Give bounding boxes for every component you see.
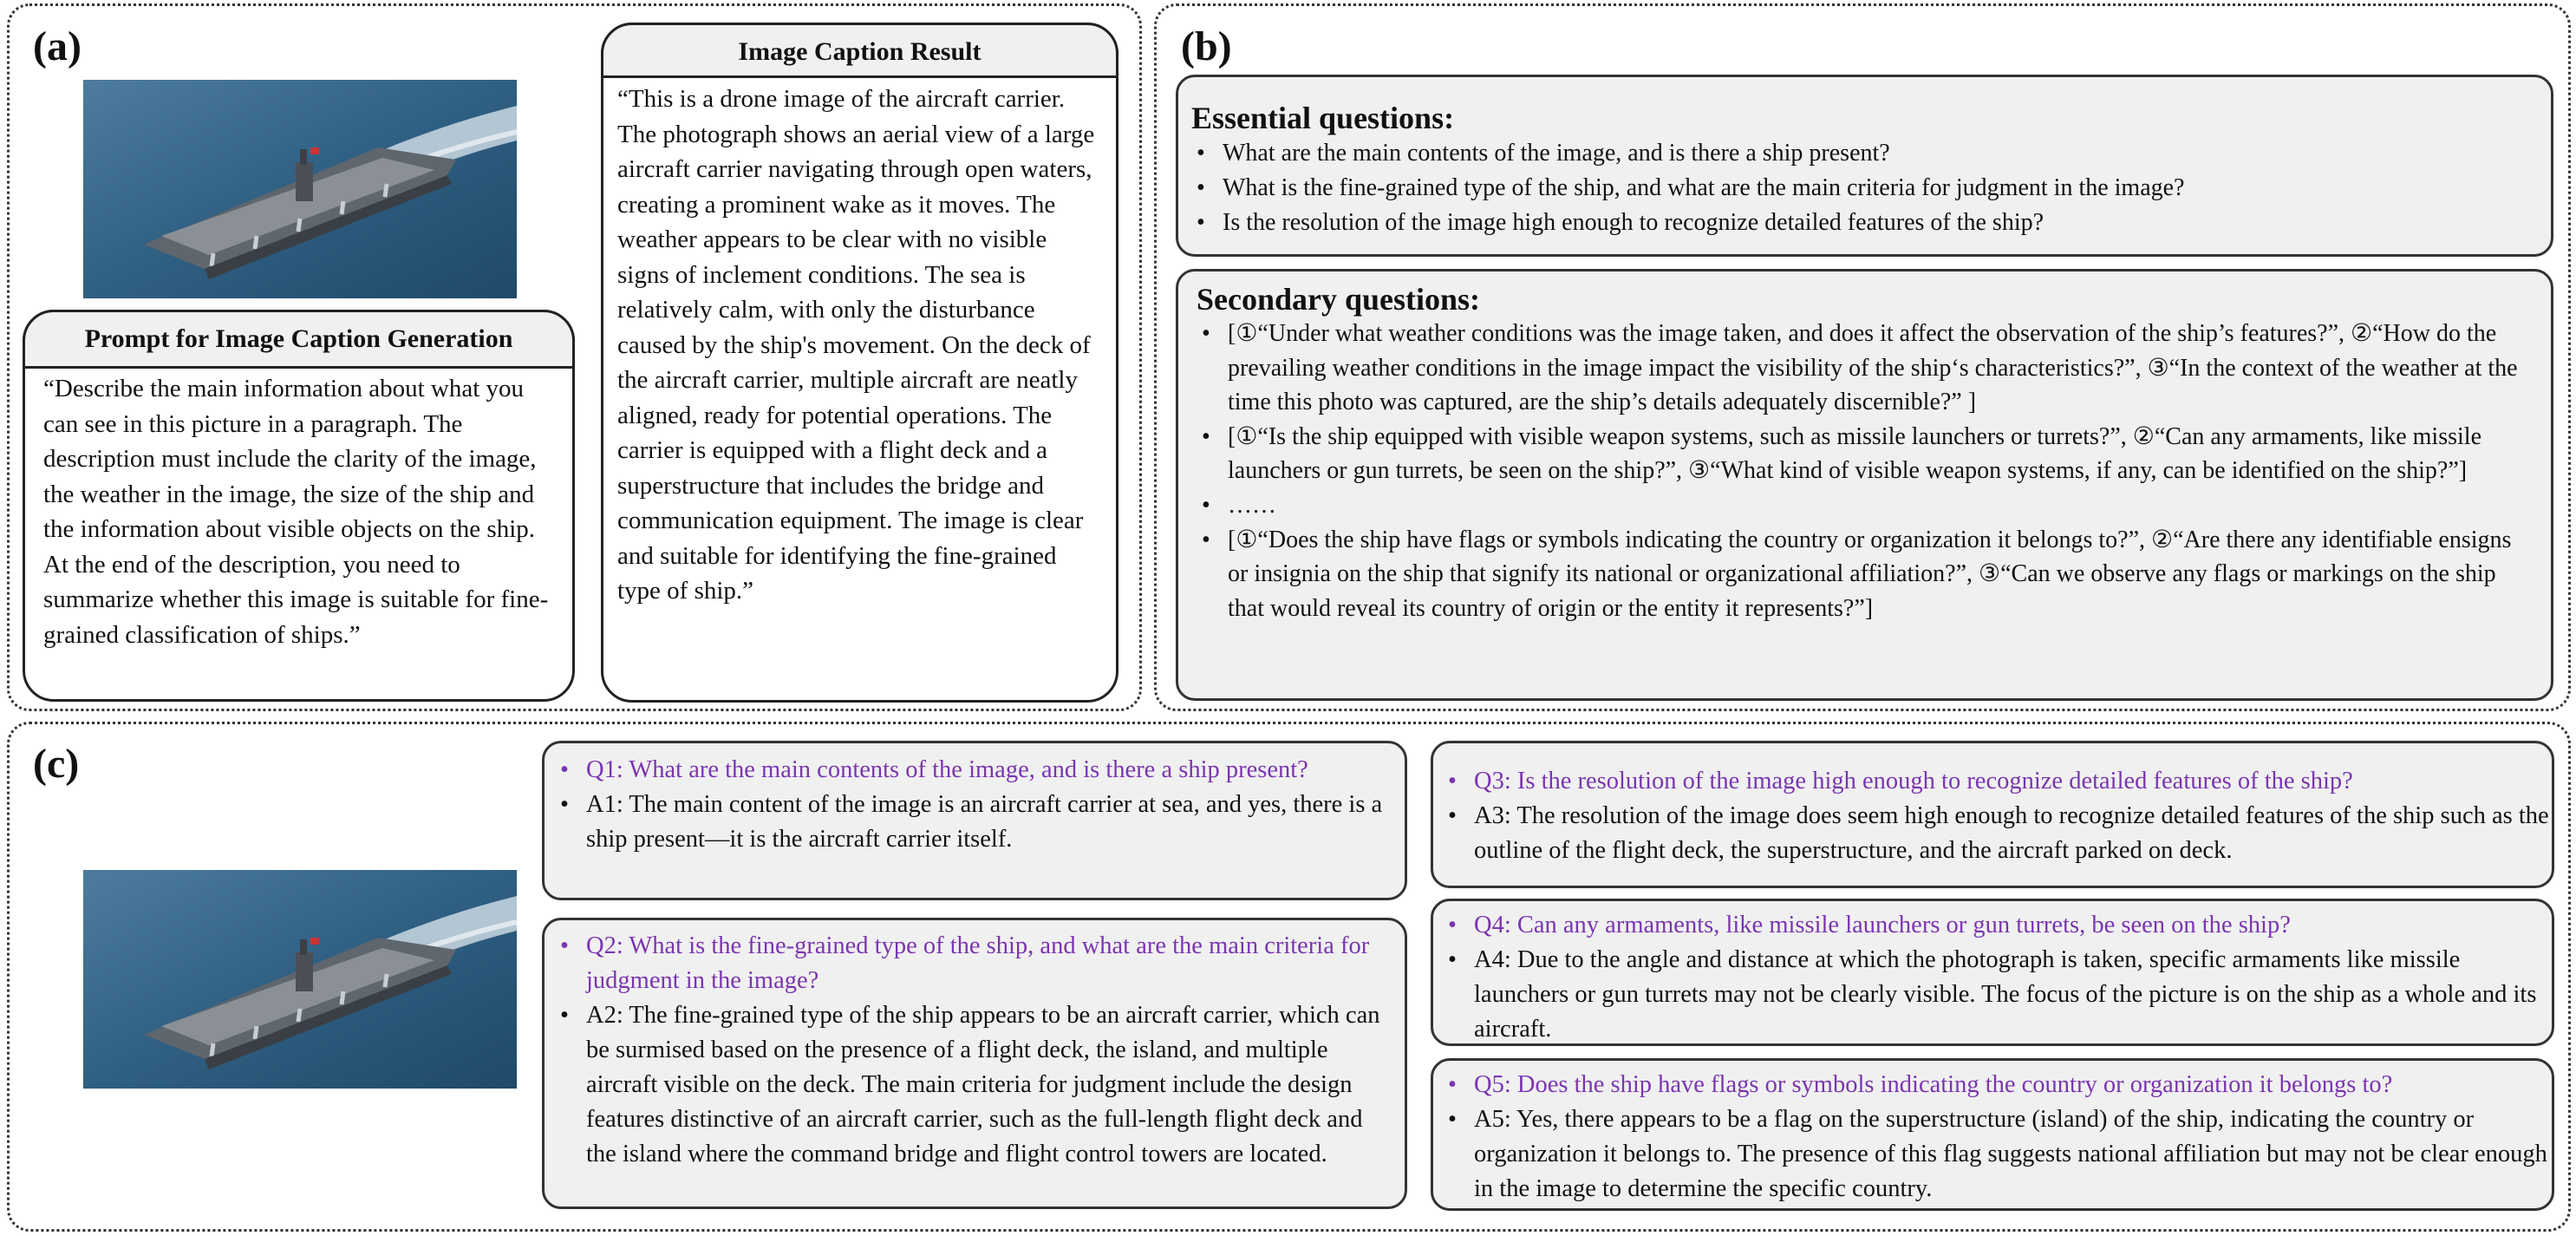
secondary-question-ellipsis: • …… — [1197, 488, 2532, 523]
essential-questions-title: Essential questions: — [1191, 101, 1455, 135]
secondary-questions-list — [1197, 317, 2532, 625]
panel-c-label: (c) — [33, 741, 80, 787]
question-2: • Q2: What is the fine-grained type of the ship, and what are the main criteria for judgment in the image? — [555, 929, 1396, 998]
prompt-text: “Describe the main information about what you can see in this picture in a paragraph. The description must include the clarity of the image, the weather in the image, the size of the ship and the information about visible objects on the ship. At the end of the description, you need to summarize whether this image is suitable for fine-grained classification of ships.” — [43, 375, 549, 649]
qa-list-1 — [555, 753, 1396, 857]
essential-question: • Is the resolution of the image high enough to recognize detailed features of the ship? — [1191, 206, 2544, 240]
secondary-questions-title: Secondary questions: — [1197, 282, 1481, 317]
qa-list-5 — [1443, 1068, 2553, 1207]
question-4: • Q4: Can any armaments, like missile launchers or gun turrets, be seen on the ship? — [1443, 908, 2553, 943]
qa-list-4 — [1443, 908, 2553, 1047]
aircraft-carrier-image — [83, 80, 517, 298]
answer-4: • A4: Due to the angle and distance at which the photograph is taken, specific armaments like missile launchers or gun turrets may not be clearly visible. The focus of the picture is on the ship as a whole and its aircraft. — [1443, 943, 2553, 1047]
qa-list-3 — [1443, 764, 2553, 868]
essential-question: • What is the fine-grained type of the ship, and what are the main criteria for judgment in the image? — [1191, 171, 2544, 206]
aircraft-carrier-image — [83, 870, 517, 1089]
panel-a-label: (a) — [33, 23, 82, 69]
panel-b-label: (b) — [1181, 23, 1232, 69]
answer-5: • A5: Yes, there appears to be a flag on the superstructure (island) of the ship, indicating the country or organization it belongs to. The presence of this flag suggests national affiliation but may not be clear enough in the image to determine the specific country. — [1443, 1102, 2553, 1207]
question-1: • Q1: What are the main contents of the image, and is there a ship present? — [555, 753, 1396, 788]
essential-question: • What are the main contents of the image, and is there a ship present? — [1191, 136, 2544, 171]
answer-3: • A3: The resolution of the image does seem high enough to recognize detailed features of the ship such as the outline of the flight deck, the superstructure, and the aircraft parked on deck. — [1443, 799, 2553, 868]
question-3: • Q3: Is the resolution of the image high enough to recognize detailed features of the ship? — [1443, 764, 2553, 799]
prompt-title: Prompt for Image Caption Generation — [23, 310, 575, 369]
answer-2: • A2: The fine-grained type of the ship appears to be an aircraft carrier, which can be surmised based on the presence of a flight deck, the island, and multiple aircraft visible on the deck. The main criteria for judgment include the design features distinctive of an aircraft carrier, such as the full-length flight deck and the island where the command bridge and flight control towers are located. — [555, 998, 1396, 1172]
answer-1: • A1: The main content of the image is an aircraft carrier at sea, and yes, there is a ship present—it is the aircraft carrier itself. — [555, 788, 1396, 857]
secondary-question-group: • [①“Is the ship equipped with visible weapon systems, such as missile launchers or turrets?”, ②“Can any armaments, like missile launchers or gun turrets, be seen on the ship?”, ③“What kind of visible weapon systems, if any, can be identified on the ship?”] — [1197, 420, 2532, 488]
essential-questions-list — [1191, 136, 2544, 240]
caption-result-title: Image Caption Result — [601, 23, 1118, 78]
secondary-question-group: • [①“Does the ship have flags or symbols indicating the country or organization it belongs to?”, ②“Are there any identifiable ensigns or insignia on the ship that signify its national or organizational affiliation?”, ③“Can we observe any flags or markings on the ship that would reveal its country of origin or the entity it represents?”] — [1197, 523, 2532, 626]
question-5: • Q5: Does the ship have flags or symbols indicating the country or organization it belongs to? — [1443, 1068, 2553, 1102]
qa-list-2 — [555, 929, 1396, 1172]
caption-result-text: “This is a drone image of the aircraft carrier. The photograph shows an aerial view of a large aircraft carrier navigating through open waters, creating a prominent wake as it moves. The weather appears to be clear with no visible signs of inclement conditions. The sea is relatively calm, with only the disturbance caused by the ship's movement. On the deck of the aircraft carrier, multiple aircraft are neatly aligned, ready for potential operations. The carrier is equipped with a flight deck and a superstructure that includes the bridge and communication equipment. The image is clear and suitable for identifying the fine-grained type of ship.” — [617, 85, 1095, 605]
secondary-question-group: • [①“Under what weather conditions was the image taken, and does it affect the observation of the ship’s features?”, ②“How do the prevailing weather conditions in the image impact the visibility of the ship‘s characteristics?”, ③“In the context of the weather at the time this photo was captured, are the ship’s details adequately discernible?” ] — [1197, 317, 2532, 420]
